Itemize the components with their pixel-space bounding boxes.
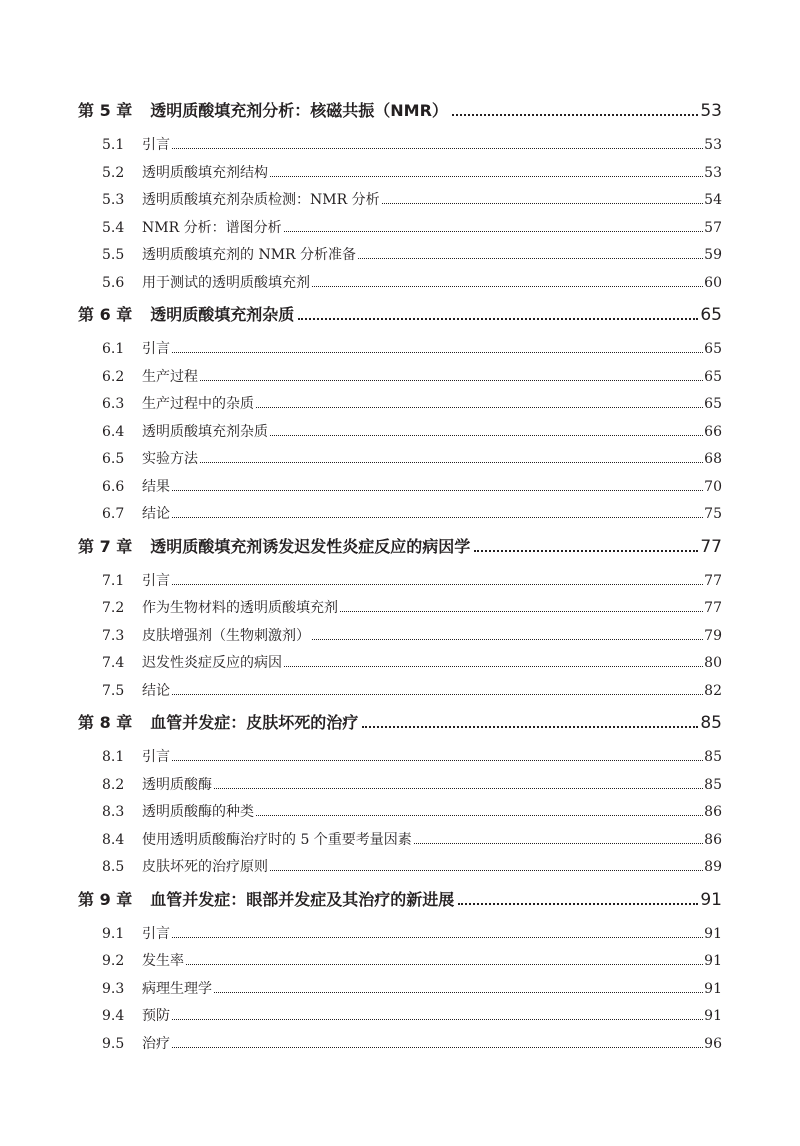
section-title: 透明质酸酶 xyxy=(142,776,212,793)
section-page-number: 80 xyxy=(704,655,722,671)
section-number: 6.4 xyxy=(102,423,125,440)
section-number: 5.5 xyxy=(102,247,125,263)
chapter-number: 第 7 章 xyxy=(78,536,133,556)
section-number: 7.2 xyxy=(102,600,125,616)
section-page-number: 89 xyxy=(704,859,722,875)
section-entry[interactable] xyxy=(78,159,722,187)
section-page-number: 79 xyxy=(704,627,722,644)
dot-leader xyxy=(340,611,703,612)
section-page-number: 65 xyxy=(704,341,722,357)
section-page-number: 82 xyxy=(704,682,722,699)
section-title: 治疗 xyxy=(142,1035,170,1052)
section-page-number: 59 xyxy=(704,247,722,263)
dot-leader xyxy=(284,666,703,667)
section-number: 7.1 xyxy=(102,572,125,589)
section-title: 引言 xyxy=(142,341,170,357)
section-number: 5.2 xyxy=(102,164,125,181)
section-number: 8.2 xyxy=(102,776,125,793)
section-number: 5.4 xyxy=(102,219,125,236)
dot-leader xyxy=(414,843,703,844)
section-page-number: 86 xyxy=(704,804,722,820)
dot-leader xyxy=(172,490,703,491)
section-page-number: 91 xyxy=(704,953,722,969)
dot-leader xyxy=(186,964,703,965)
dot-leader xyxy=(284,231,704,232)
section-page-number: 77 xyxy=(704,600,722,616)
section-number: 7.3 xyxy=(102,627,125,644)
chapter-title: 血管并发症：皮肤坏死的治疗 xyxy=(150,713,359,732)
section-number: 5.1 xyxy=(102,137,125,153)
section-entry[interactable] xyxy=(78,335,722,363)
section-page-number: 77 xyxy=(704,572,722,589)
section-number: 8.3 xyxy=(102,804,125,820)
dot-leader xyxy=(358,258,703,259)
section-entry[interactable] xyxy=(78,1002,722,1030)
chapter-entry[interactable] xyxy=(78,96,722,131)
section-number: 6.7 xyxy=(102,506,125,522)
section-title: 引言 xyxy=(142,925,170,942)
dot-leader xyxy=(312,639,703,640)
dot-leader xyxy=(270,870,703,871)
section-page-number: 66 xyxy=(704,423,722,440)
section-entry[interactable] xyxy=(78,975,722,1003)
section-page-number: 53 xyxy=(704,164,722,181)
section-entry[interactable] xyxy=(78,594,722,622)
section-number: 8.5 xyxy=(102,859,125,875)
dot-leader xyxy=(298,318,698,320)
dot-leader xyxy=(362,726,698,728)
section-page-number: 91 xyxy=(704,980,722,997)
section-number: 9.2 xyxy=(102,953,125,969)
chapter-page-number: 53 xyxy=(700,101,722,121)
section-page-number: 53 xyxy=(704,137,722,153)
section-entry[interactable] xyxy=(78,771,722,799)
section-number: 9.1 xyxy=(102,925,125,942)
section-page-number: 86 xyxy=(704,831,722,848)
chapter-page-number: 91 xyxy=(700,889,722,910)
section-number: 9.3 xyxy=(102,980,125,997)
section-entry[interactable] xyxy=(78,826,722,854)
section-title: 结果 xyxy=(142,478,170,495)
section-title: 实验方法 xyxy=(142,451,198,467)
section-title: 透明质酸填充剂的 NMR 分析准备 xyxy=(142,247,357,263)
section-title: 预防 xyxy=(142,1008,170,1024)
section-title: 生产过程中的杂质 xyxy=(142,396,254,412)
section-page-number: 85 xyxy=(704,776,722,793)
dot-leader xyxy=(200,380,703,381)
section-entry[interactable] xyxy=(78,853,722,881)
chapter-title: 透明质酸填充剂分析：核磁共振（NMR） xyxy=(150,101,448,120)
section-title: 皮肤增强剂（生物刺激剂） xyxy=(142,627,310,644)
section-page-number: 68 xyxy=(704,451,722,467)
dot-leader xyxy=(270,435,703,436)
dot-leader xyxy=(172,694,703,695)
section-number: 7.5 xyxy=(102,682,125,699)
section-title: 透明质酸酶的种类 xyxy=(142,804,254,820)
section-number: 8.1 xyxy=(102,749,125,765)
dot-leader xyxy=(458,903,698,905)
chapter-number: 第 6 章 xyxy=(78,305,133,324)
section-number: 7.4 xyxy=(102,655,125,671)
section-number: 6.1 xyxy=(102,341,125,357)
section-title: 透明质酸填充剂杂质检测：NMR 分析 xyxy=(142,192,380,208)
dot-leader xyxy=(172,760,703,761)
section-page-number: 60 xyxy=(704,274,722,291)
section-page-number: 70 xyxy=(704,478,722,495)
section-entry[interactable] xyxy=(78,1030,722,1058)
chapter-entry[interactable] xyxy=(78,885,722,920)
dot-leader xyxy=(382,203,704,204)
dot-leader xyxy=(452,114,698,116)
chapter-title: 透明质酸填充剂诱发迟发性炎症反应的病因学 xyxy=(150,536,471,556)
dot-leader xyxy=(172,517,703,518)
section-entry[interactable] xyxy=(78,214,722,242)
section-page-number: 91 xyxy=(704,925,722,942)
dot-leader xyxy=(256,407,703,408)
section-title: NMR 分析：谱图分析 xyxy=(142,219,282,236)
chapter-entry[interactable] xyxy=(78,708,722,743)
chapter-page-number: 65 xyxy=(700,305,722,325)
section-entry[interactable] xyxy=(78,920,722,948)
dot-leader xyxy=(270,176,703,177)
section-page-number: 75 xyxy=(704,506,722,522)
dot-leader xyxy=(172,584,703,585)
dot-leader xyxy=(256,815,703,816)
section-page-number: 65 xyxy=(704,368,722,385)
dot-leader xyxy=(474,550,698,552)
chapter-entry[interactable] xyxy=(78,532,722,567)
section-number: 6.2 xyxy=(102,368,125,385)
section-title: 病理生理学 xyxy=(142,980,212,997)
chapter-number: 第 5 章 xyxy=(78,101,133,120)
dot-leader xyxy=(172,1019,703,1020)
section-entry[interactable] xyxy=(78,390,722,418)
dot-leader xyxy=(172,1047,703,1048)
dot-leader xyxy=(172,148,703,149)
section-number: 6.5 xyxy=(102,451,125,467)
section-number: 6.3 xyxy=(102,396,125,412)
section-entry[interactable] xyxy=(78,363,722,391)
section-page-number: 54 xyxy=(704,192,722,208)
section-page-number: 85 xyxy=(704,749,722,765)
section-page-number: 57 xyxy=(704,219,722,236)
dot-leader xyxy=(200,462,703,463)
section-page-number: 91 xyxy=(704,1008,722,1024)
section-entry[interactable] xyxy=(78,418,722,446)
section-entry[interactable] xyxy=(78,947,722,975)
dot-leader xyxy=(214,788,703,789)
table-of-contents xyxy=(78,96,722,1057)
section-number: 5.6 xyxy=(102,274,125,291)
chapter-title: 血管并发症：眼部并发症及其治疗的新进展 xyxy=(150,889,455,909)
dot-leader xyxy=(172,352,703,353)
section-entry[interactable] xyxy=(78,186,722,214)
section-title: 结论 xyxy=(142,506,170,522)
section-page-number: 65 xyxy=(704,396,722,412)
section-title: 发生率 xyxy=(142,953,184,969)
section-entry[interactable] xyxy=(78,500,722,528)
section-number: 9.5 xyxy=(102,1035,125,1052)
section-number: 5.3 xyxy=(102,192,125,208)
section-entry[interactable] xyxy=(78,649,722,677)
chapter-page-number: 77 xyxy=(700,536,722,557)
section-entry[interactable] xyxy=(78,445,722,473)
dot-leader xyxy=(312,286,703,287)
section-title: 引言 xyxy=(142,749,170,765)
section-title: 使用透明质酸酶治疗时的 5 个重要考量因素 xyxy=(142,831,412,848)
section-entry[interactable] xyxy=(78,131,722,159)
section-entry[interactable] xyxy=(78,473,722,501)
section-title: 透明质酸填充剂杂质 xyxy=(142,423,268,440)
section-entry[interactable] xyxy=(78,269,722,297)
section-title: 引言 xyxy=(142,572,170,589)
chapter-entry[interactable] xyxy=(78,300,722,335)
chapter-page-number: 85 xyxy=(700,713,722,733)
section-number: 9.4 xyxy=(102,1008,125,1024)
section-entry[interactable] xyxy=(78,798,722,826)
section-title: 用于测试的透明质酸填充剂 xyxy=(142,274,310,291)
section-entry[interactable] xyxy=(78,677,722,705)
section-title: 结论 xyxy=(142,682,170,699)
section-number: 8.4 xyxy=(102,831,125,848)
chapter-number: 第 9 章 xyxy=(78,889,133,909)
section-title: 透明质酸填充剂结构 xyxy=(142,164,268,181)
dot-leader xyxy=(172,937,703,938)
chapter-number: 第 8 章 xyxy=(78,713,133,732)
section-entry[interactable] xyxy=(78,567,722,595)
section-title: 生产过程 xyxy=(142,368,198,385)
dot-leader xyxy=(214,992,703,993)
section-title: 引言 xyxy=(142,137,170,153)
section-title: 作为生物材料的透明质酸填充剂 xyxy=(142,600,338,616)
section-entry[interactable] xyxy=(78,743,722,771)
chapter-title: 透明质酸填充剂杂质 xyxy=(150,305,295,324)
section-page-number: 96 xyxy=(704,1035,722,1052)
section-number: 6.6 xyxy=(102,478,125,495)
section-entry[interactable] xyxy=(78,622,722,650)
section-title: 皮肤坏死的治疗原则 xyxy=(142,859,268,875)
section-entry[interactable] xyxy=(78,241,722,269)
section-title: 迟发性炎症反应的病因 xyxy=(142,655,282,671)
